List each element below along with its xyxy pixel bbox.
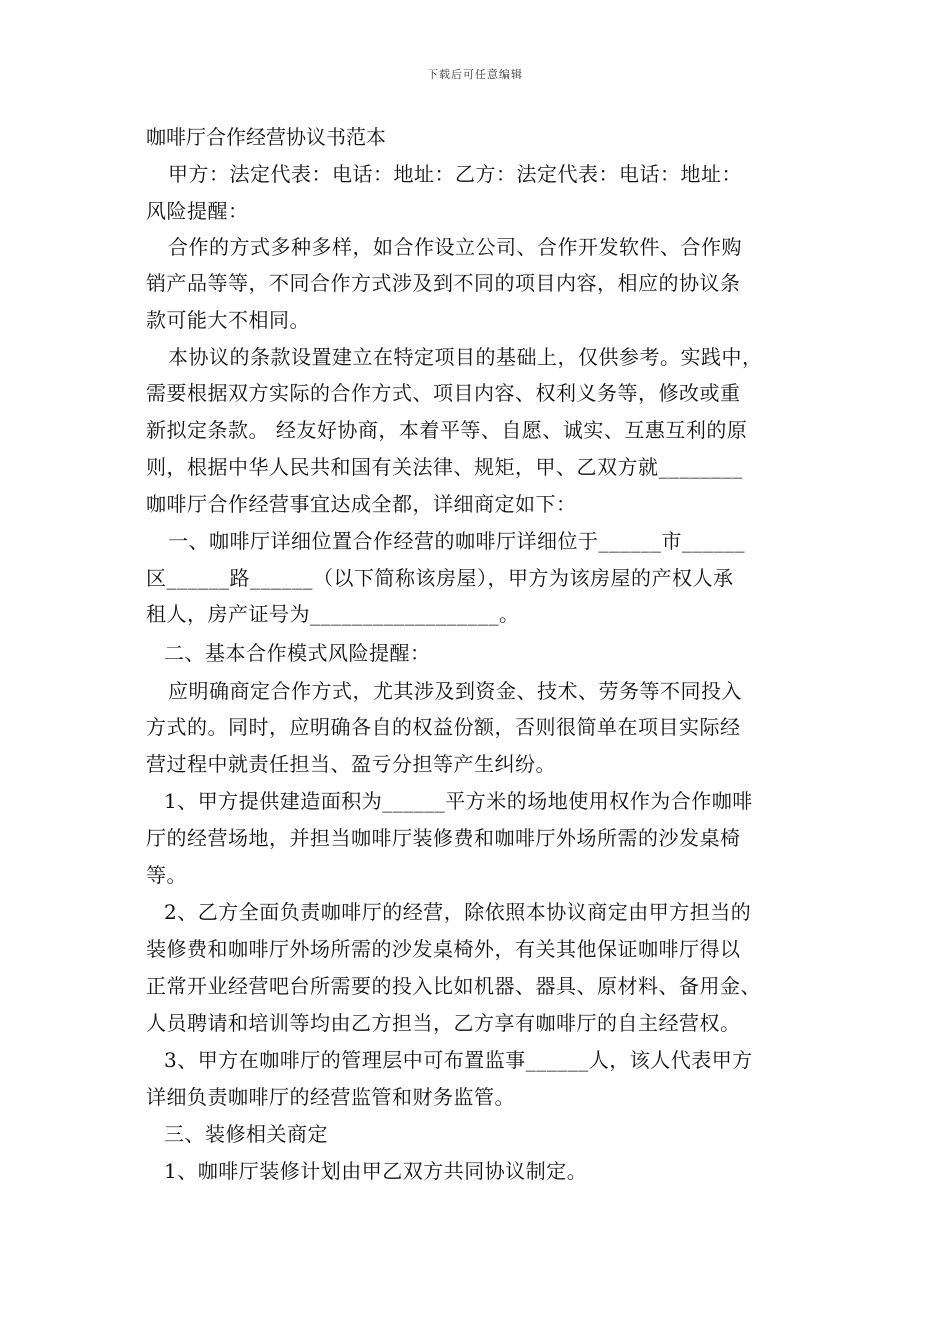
clause-line: 装修费和咖啡厅外场所需的沙发桌椅外，有关其他保证咖啡厅得以 bbox=[146, 937, 741, 961]
paragraph-line: 方式的。同时，应明确各自的权益份额，否则很简单在项目实际经 bbox=[146, 715, 741, 739]
section-line: 一、咖啡厅详细位置合作经营的咖啡厅详细位于______市______ bbox=[168, 529, 745, 553]
party-info-line: 甲方：法定代表：电话：地址：乙方：法定代表：电话：地址： bbox=[168, 162, 742, 186]
clause-line: 等。 bbox=[146, 863, 187, 887]
section-line: 区______路______（以下简称该房屋），甲方为该房屋的产权人承 bbox=[146, 566, 734, 590]
paragraph-line: 应明确商定合作方式，尤其涉及到资金、技术、劳务等不同投入 bbox=[168, 679, 742, 703]
paragraph-line: 销产品等等，不同合作方式涉及到不同的项目内容，相应的协议条 bbox=[146, 271, 741, 295]
paragraph-line: 合作的方式多种多样，如合作设立公司、合作开发软件、合作购 bbox=[168, 235, 742, 259]
clause-line: 厅的经营场地，并担当咖啡厅装修费和咖啡厅外场所需的沙发桌椅 bbox=[146, 826, 741, 850]
section-heading: 三、装修相关商定 bbox=[164, 1122, 328, 1146]
section-heading: 二、基本合作模式风险提醒： bbox=[164, 641, 431, 665]
paragraph-line: 咖啡厅合作经营事宜达成全都，详细商定如下： bbox=[146, 492, 577, 516]
paragraph-line: 营过程中就责任担当、盈亏分担等产生纠纷。 bbox=[146, 752, 556, 776]
clause-line: 1、咖啡厅装修计划由甲乙双方共同协议制定。 bbox=[164, 1159, 588, 1183]
document-title: 咖啡厅合作经营协议书范本 bbox=[146, 125, 386, 149]
paragraph-line: 新拟定条款。 经友好协商，本着平等、自愿、诚实、互惠互利的原 bbox=[146, 418, 748, 442]
section-line: 租人，房产证号为__________________。 bbox=[146, 602, 520, 626]
clause-line: 1、甲方提供建造面积为______平方米的场地使用权作为合作咖啡 bbox=[164, 789, 753, 813]
paragraph-line: 本协议的条款设置建立在特定项目的基础上，仅供参考。实践中， bbox=[168, 345, 763, 369]
paragraph-line: 则，根据中华人民共和国有关法律、规矩，甲、乙双方就________ bbox=[146, 455, 743, 479]
paragraph-line: 款可能大不相同。 bbox=[146, 308, 310, 332]
clause-line: 3、甲方在咖啡厅的管理层中可布置监事______人，该人代表甲方 bbox=[164, 1048, 753, 1072]
risk-reminder-heading: 风险提醒： bbox=[146, 199, 249, 223]
clause-line: 正常开业经营吧台所需要的投入比如机器、器具、原材料、备用金、 bbox=[146, 974, 761, 998]
paragraph-line: 需要根据双方实际的合作方式、项目内容、权利义务等，修改或重 bbox=[146, 381, 741, 405]
clause-line: 详细负责咖啡厅的经营监管和财务监管。 bbox=[146, 1085, 515, 1109]
clause-line: 人员聘请和培训等均由乙方担当，乙方享有咖啡厅的自主经营权。 bbox=[146, 1011, 741, 1035]
clause-line: 2、乙方全面负责咖啡厅的经营，除依照本协议商定由甲方担当的 bbox=[164, 900, 752, 924]
header-note: 下载后可任意编辑 bbox=[427, 68, 523, 81]
